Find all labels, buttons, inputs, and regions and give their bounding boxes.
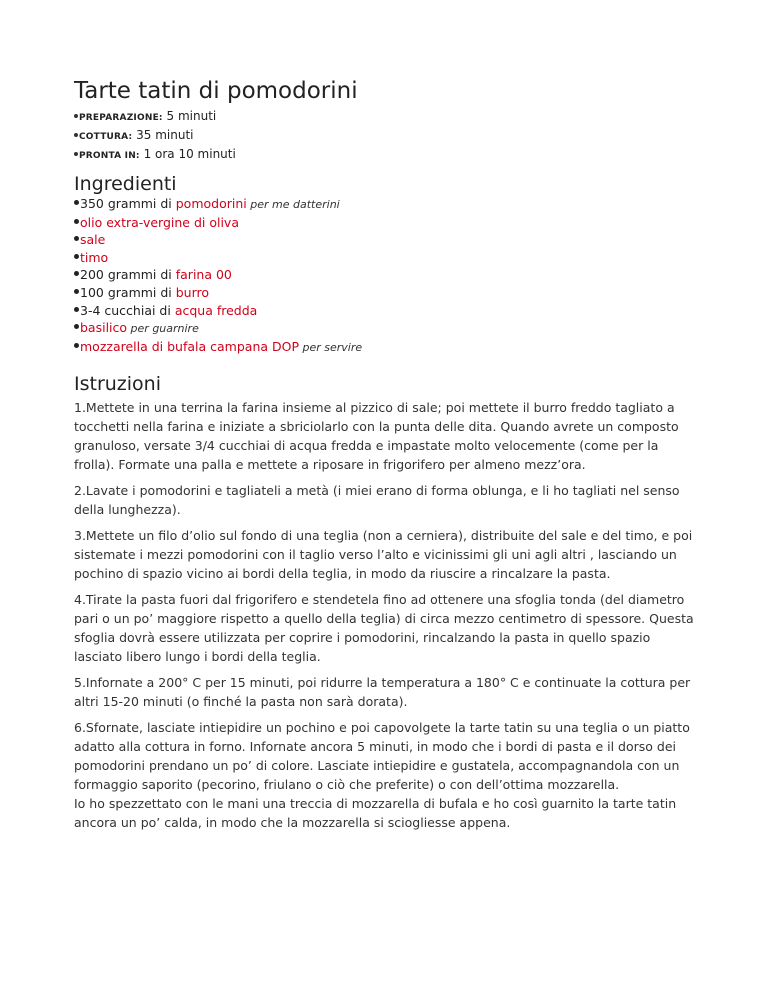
meta-label: PREPARAZIONE:	[79, 113, 163, 123]
ingredient-item	[74, 284, 695, 302]
ingredient-prefix: 3-4 cucchiai di	[80, 302, 175, 318]
ingredient-link[interactable]: sale	[80, 232, 106, 248]
meta-preparation	[74, 108, 695, 127]
bullet-icon	[74, 236, 79, 241]
instructions-heading: Istruzioni	[74, 373, 162, 396]
ingredient-item	[74, 338, 695, 357]
ingredient-note: per me datterini	[246, 198, 340, 211]
bullet-icon	[74, 219, 79, 224]
bullet-icon	[74, 254, 79, 259]
instruction-step: 4.Tirate la pasta fuori dal frigorifero e stendetela fino ad ottenere una sfoglia tonda (del diametro pari o un po’ maggiore rispetto a quello della teglia) di circa mezzo centimetro di spessore. Questa sfoglia dovrà essere utilizzata per coprire i pomodorini, rincalzando la pasta in quello spazio lasciato libero lungo i bordi della teglia.	[74, 592, 694, 665]
instruction-step: 1.Mettete in una terrina la farina insieme al pizzico di sale; poi mettete il burro freddo tagliato a tocchetti nella farina e iniziate a sbriciolarlo con la punta delle dita. Quando avrete un composto granuloso, versate 3/4 cucchiai di acqua fredda e impastate molto velocemente (come per la frolla). Formate una palla e mettete a riposare in frigorifero per almeno mezz’ora.	[74, 400, 679, 473]
ingredient-link[interactable]: basilico	[80, 320, 128, 336]
ingredient-prefix: 200 grammi di	[80, 267, 176, 283]
bullet-icon	[74, 133, 78, 137]
meta-label: PRONTA IN:	[79, 151, 140, 161]
ingredient-prefix: 100 grammi di	[80, 284, 176, 300]
meta-value: 5 minuti	[166, 109, 217, 123]
ingredient-item	[74, 266, 695, 284]
recipe-meta	[74, 108, 695, 165]
ingredients-heading: Ingredienti	[74, 173, 177, 195]
meta-value: 1 ora 10 minuti	[143, 147, 236, 161]
bullet-icon	[74, 289, 79, 294]
ingredient-link[interactable]: acqua fredda	[174, 302, 258, 318]
ingredient-item	[74, 249, 695, 267]
bullet-icon	[74, 271, 79, 276]
ingredient-item	[74, 195, 695, 214]
instructions-list	[74, 398, 695, 832]
meta-cooking	[74, 127, 695, 146]
ingredient-link[interactable]: olio extra-vergine di oliva	[80, 214, 239, 230]
instruction-step: 3.Mettete un filo d’olio sul fondo di una teglia (non a cerniera), distribuite del sale e del timo, e poi sistemate i mezzi pomodorini con il taglio verso l’alto e vicinissimi gli uni agli altri , lasciando un pochino di spazio vicino ai bordi della teglia, in modo da riuscire a rincalzare la pasta.	[74, 528, 693, 582]
bullet-icon	[74, 114, 78, 118]
ingredient-link[interactable]: mozzarella di bufala campana DOP	[80, 338, 300, 354]
ingredient-item	[74, 214, 695, 232]
ingredient-note: per servire	[299, 340, 363, 354]
bullet-icon	[74, 343, 79, 348]
bullet-icon	[74, 307, 79, 312]
bullet-icon	[74, 324, 79, 329]
ingredients-list	[74, 195, 695, 356]
bullet-icon	[74, 152, 78, 156]
ingredient-item	[74, 302, 695, 320]
ingredient-link[interactable]: farina 00	[175, 267, 232, 283]
instruction-step: 5.Infornate a 200° C per 15 minuti, poi ridurre la temperatura a 180° C e continuate la cottura per altri 15-20 minuti (o finché la pasta non sarà dorata).	[74, 675, 691, 710]
meta-label: COTTURA:	[79, 132, 133, 142]
ingredient-item	[74, 231, 695, 249]
meta-value: 35 minuti	[136, 128, 194, 142]
meta-ready-in	[74, 146, 695, 165]
ingredient-link[interactable]: burro	[175, 284, 210, 300]
instruction-step: 6.Sfornate, lasciate intiepidire un pochino e poi capovolgete la tarte tatin su una teglia o un piatto adatto alla cottura in forno. Infornate ancora 5 minuti, in modo che i bordi di pasta e il dorso dei pomodorini prendano un po’ di colore. Lasciate intiepidire e gustatela, accompagnandola con un formaggio saporito (pecorino, friulano o ciò che preferite) o con dell’ottima mozzarella. Io ho spezzettato con le mani una treccia di mozzarella di bufala e ho così guarnito la tarte tatin ancora un po’ calda, in modo che la mozzarella si sciogliesse appena.	[74, 720, 690, 831]
bullet-icon	[74, 200, 79, 205]
ingredient-note: per guarnire	[127, 322, 199, 336]
instruction-step: 2.Lavate i pomodorini e tagliateli a metà (i miei erano di forma oblunga, e li ho tagliati nel senso della lunghezza).	[74, 483, 680, 518]
ingredient-link[interactable]: pomodorini	[175, 196, 247, 211]
ingredient-link[interactable]: timo	[80, 249, 109, 265]
ingredient-item	[74, 319, 695, 338]
recipe-title: Tarte tatin di pomodorini	[74, 78, 358, 104]
ingredient-prefix: 350 grammi di	[80, 196, 176, 211]
